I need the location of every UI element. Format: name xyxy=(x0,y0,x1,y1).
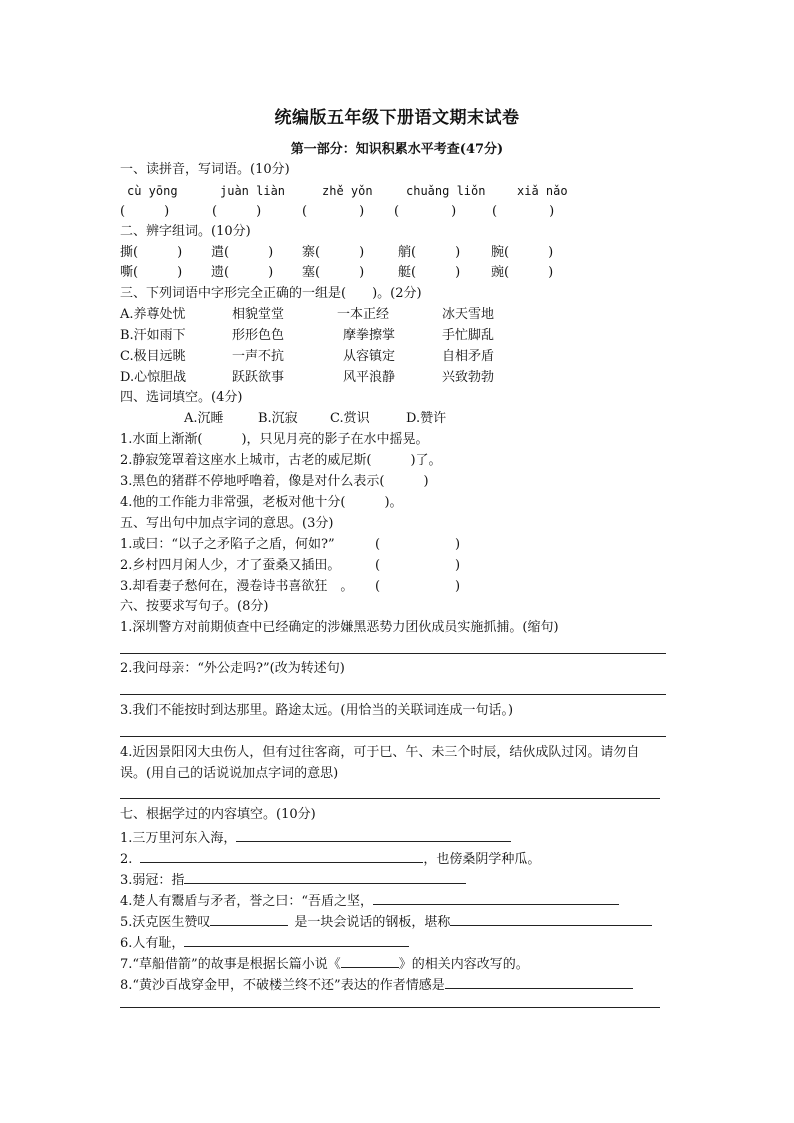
choice-b-word-2: 形形色色 xyxy=(232,328,285,343)
meaning-item-1: 1.或曰：“以子之矛陷子之盾，何如?” xyxy=(120,537,335,552)
choice-d-word-2: 跃跃欲事 xyxy=(232,370,285,385)
section-2-heading: 二、辨字组词。(10分) xyxy=(120,224,251,239)
section-7-heading: 七、根据学过的内容填空。(10分) xyxy=(120,807,316,822)
section-5-heading: 五、写出句中加点字词的意思。(3分) xyxy=(120,516,334,531)
section-6-heading: 六、按要求写句子。(8分) xyxy=(120,599,269,614)
recall-item-1-text: 1.三万里河东入海， xyxy=(120,831,237,846)
recall-item-7-text-a: 7.“草船借箭”的故事是根据长篇小说《 xyxy=(120,957,341,972)
answer-line-4[interactable] xyxy=(120,798,660,799)
pinyin-4: chuǎng liǒn xyxy=(406,184,486,198)
pinyin-2: juàn liàn xyxy=(220,184,286,198)
sentence-task-4a: 4.近因景阳冈大虫伤人，但有过往客商，可于巳、午、未三个时辰，结伙成队过冈。请勿自 xyxy=(120,745,640,760)
recall-item-3-text: 3.弱冠：指 xyxy=(120,873,185,888)
recall-item-4-text: 4.楚人有鬻盾与矛者，誉之曰：“吾盾之坚， xyxy=(120,894,374,909)
char-pair-1a[interactable]: 撕( ) xyxy=(120,245,183,260)
answer-blank-1[interactable]: ( ) xyxy=(120,204,170,219)
answer-line-3[interactable] xyxy=(120,736,666,737)
char-pair-4b[interactable]: 艇( ) xyxy=(398,265,461,280)
recall-item-7-text-b: 》的相关内容改写的。 xyxy=(398,957,529,972)
answer-blank-5[interactable]: ( ) xyxy=(492,204,555,219)
recall-item-5 xyxy=(120,912,652,931)
section-3-heading: 三、下列词语中字形完全正确的一组是( )。(2分) xyxy=(120,286,422,301)
answer-line-1[interactable] xyxy=(120,653,666,654)
char-pair-5b[interactable]: 豌( ) xyxy=(491,265,554,280)
choice-c-word-2: 一声不抗 xyxy=(232,349,285,364)
choice-d-word-3: 风平浪静 xyxy=(343,370,396,385)
section-1-heading: 一、读拼音，写词语。(10分) xyxy=(120,162,290,177)
recall-blank-5b[interactable] xyxy=(450,912,652,926)
sentence-task-1: 1.深圳警方对前期侦查中已经确定的涉嫌黑恶势力团伙成员实施抓捕。(缩句) xyxy=(120,620,559,635)
fill-item-4: 4.他的工作能力非常强，老板对他十分( )。 xyxy=(120,495,403,510)
recall-item-4 xyxy=(120,891,619,910)
pinyin-1: cù yōng xyxy=(127,184,178,198)
recall-blank-1[interactable] xyxy=(236,828,511,842)
part-one-heading: 第一部分：知识积累水平考查(47分) xyxy=(290,142,504,157)
char-pair-2b[interactable]: 遗( ) xyxy=(211,265,274,280)
answer-blank-2[interactable]: ( ) xyxy=(212,204,262,219)
choice-b-word-4: 手忙脚乱 xyxy=(442,328,495,343)
recall-blank-2[interactable] xyxy=(140,849,423,863)
recall-blank-7[interactable] xyxy=(341,954,399,968)
choice-a-word-4: 冰天雪地 xyxy=(442,307,495,322)
answer-blank-4[interactable]: ( ) xyxy=(394,204,457,219)
recall-item-5-text-b: 是一块会说话的钢板，堪称 xyxy=(294,915,451,930)
recall-item-8 xyxy=(120,975,633,994)
meaning-close-3: ) xyxy=(455,579,461,594)
recall-item-2 xyxy=(120,849,540,868)
recall-blank-3[interactable] xyxy=(184,870,466,884)
recall-blank-8-continued[interactable] xyxy=(120,1007,660,1008)
pinyin-5: xiǎ nǎo xyxy=(517,184,568,198)
pinyin-3: zhě yǒn xyxy=(322,184,373,198)
answer-blank-3[interactable]: ( ) xyxy=(302,204,365,219)
recall-blank-4[interactable] xyxy=(373,891,619,905)
recall-item-6-text: 6.人有耻， xyxy=(120,936,185,951)
recall-item-2-text: ，也傍桑阴学种瓜。 xyxy=(423,852,541,867)
answer-line-2[interactable] xyxy=(120,694,666,695)
recall-item-2-num: 2. xyxy=(120,852,133,867)
choice-c-word-3: 从容镇定 xyxy=(343,349,396,364)
recall-item-8-text: 8.“黄沙百战穿金甲，不破楼兰终不还”表达的作者情感是 xyxy=(120,978,445,993)
choice-d-word-4: 兴致勃勃 xyxy=(442,370,495,385)
meaning-item-2: 2.乡村四月闲人少，才了蚕桑又插田。 xyxy=(120,558,341,573)
sentence-task-4b: 误。(用自己的话说说加点字词的意思) xyxy=(120,766,339,781)
fill-item-1: 1.水面上渐渐( )，只见月亮的影子在水中摇晃。 xyxy=(120,432,429,447)
char-pair-2a[interactable]: 遣( ) xyxy=(211,245,274,260)
choice-a-word-3: 一本正经 xyxy=(337,307,390,322)
meaning-open-2: ( xyxy=(375,558,381,573)
section-4-heading: 四、选词填空。(4分) xyxy=(120,390,243,405)
choice-b-word-1: B.汗如雨下 xyxy=(120,328,186,343)
fill-item-2: 2.静寂笼罩着这座水上城市，古老的威尼斯( )了。 xyxy=(120,453,442,468)
recall-item-5-text-a: 5.沃克医生赞叹 xyxy=(120,915,211,930)
choice-d-word-1: D.心惊胆战 xyxy=(120,370,187,385)
meaning-item-3: 3.却看妻子愁何在，漫卷诗书喜欲狂 。 xyxy=(120,579,354,594)
fill-item-3: 3.黑色的猪群不停地呼噜着，像是对什么表示( ) xyxy=(120,474,429,489)
meaning-open-3: ( xyxy=(375,579,381,594)
meaning-open-1: ( xyxy=(375,537,381,552)
recall-item-6 xyxy=(120,933,409,952)
recall-item-3 xyxy=(120,870,466,889)
option-b: B.沉寂 xyxy=(258,411,298,426)
choice-b-word-3: 摩拳擦掌 xyxy=(343,328,396,343)
recall-item-7 xyxy=(120,954,529,973)
char-pair-3a[interactable]: 寨( ) xyxy=(302,245,365,260)
choice-c-word-1: C.极目远眺 xyxy=(120,349,186,364)
recall-blank-5a[interactable] xyxy=(210,912,288,926)
recall-blank-6[interactable] xyxy=(184,933,409,947)
choice-a-word-2: 相貌堂堂 xyxy=(232,307,285,322)
recall-blank-8[interactable] xyxy=(445,975,633,989)
char-pair-4a[interactable]: 艄( ) xyxy=(398,245,461,260)
char-pair-5a[interactable]: 腕( ) xyxy=(491,245,554,260)
choice-c-word-4: 自相矛盾 xyxy=(442,349,495,364)
char-pair-1b[interactable]: 嘶( ) xyxy=(120,265,183,280)
char-pair-3b[interactable]: 塞( ) xyxy=(302,265,365,280)
option-c: C.赏识 xyxy=(330,411,370,426)
meaning-close-2: ) xyxy=(455,558,461,573)
sentence-task-2: 2.我问母亲：“外公走吗?”(改为转述句) xyxy=(120,661,345,676)
option-a: A.沉睡 xyxy=(184,411,224,426)
choice-a-word-1: A.养尊处忧 xyxy=(120,307,186,322)
meaning-close-1: ) xyxy=(455,537,461,552)
sentence-task-3: 3.我们不能按时到达那里。路途太远。(用恰当的关联词连成一句话。) xyxy=(120,703,514,718)
exam-title: 统编版五年级下册语文期末试卷 xyxy=(274,108,520,128)
recall-item-1 xyxy=(120,828,511,847)
option-d: D.赞许 xyxy=(406,411,447,426)
